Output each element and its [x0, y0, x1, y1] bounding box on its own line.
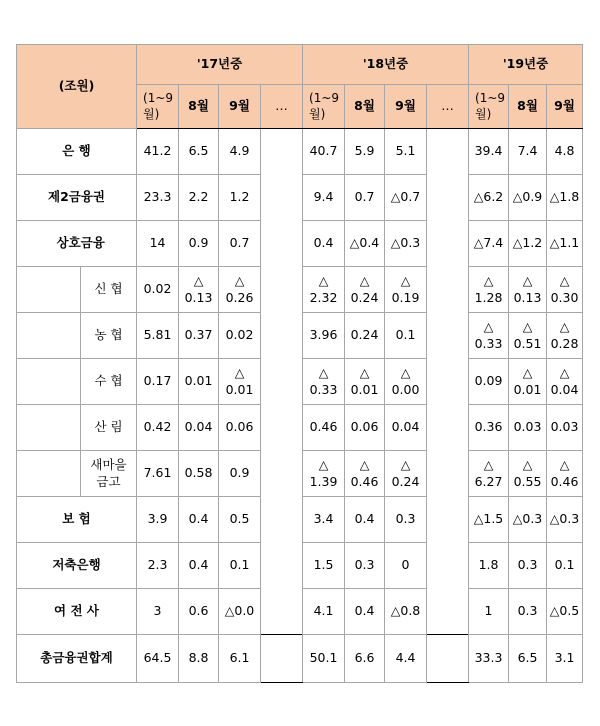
value-cell-2018-0: 9.4 [303, 175, 345, 221]
value-cell-2018-0: 40.7 [303, 129, 345, 175]
value-cell-2018-1: 0.4 [345, 589, 385, 635]
value-cell-2019-1: △0.3 [509, 497, 547, 543]
table-row [17, 129, 583, 175]
value-cell-2017-1: 0.04 [179, 405, 219, 451]
value-cell-2018-0: △ 1.39 [303, 451, 345, 497]
table-row [17, 405, 583, 451]
ellipsis-column-cell [261, 451, 303, 497]
value-cell-2017-1: 0.6 [179, 589, 219, 635]
subheader-ellipsis-2018: … [427, 85, 469, 129]
value-cell-2017-2: △0.0 [219, 589, 261, 635]
value-cell-2018-2: 5.1 [385, 129, 427, 175]
row-label: 상호금융 [49, 221, 137, 267]
value-cell-2018-1: △0.4 [345, 221, 385, 267]
row-label: 보 험 [17, 497, 137, 543]
ellipsis-column-cell [427, 359, 469, 405]
ellipsis-column-cell [261, 543, 303, 589]
value-cell-2019-2: △1.8 [547, 175, 583, 221]
value-cell-2017-0: 41.2 [137, 129, 179, 175]
value-cell-2019-0: 1 [469, 589, 509, 635]
table-row [17, 451, 583, 497]
value-cell-2019-2: △0.5 [547, 589, 583, 635]
value-cell-2018-1: 0.4 [345, 497, 385, 543]
indent-cell [17, 221, 49, 267]
value-cell-2017-0: 3 [137, 589, 179, 635]
ellipsis-column-cell [261, 175, 303, 221]
ellipsis-column-cell [427, 635, 469, 683]
value-cell-2018-2: 0.1 [385, 313, 427, 359]
value-cell-2017-1: 0.01 [179, 359, 219, 405]
value-cell-2018-0: △ 2.32 [303, 267, 345, 313]
ellipsis-column-cell [261, 635, 303, 683]
ellipsis-column-cell [261, 405, 303, 451]
value-cell-2017-2: 0.1 [219, 543, 261, 589]
unit-label: (조원) [17, 45, 137, 129]
ellipsis-column-cell [261, 267, 303, 313]
value-cell-2017-2: △ 0.26 [219, 267, 261, 313]
value-cell-2019-2: 0.1 [547, 543, 583, 589]
value-cell-2019-2: △1.1 [547, 221, 583, 267]
ellipsis-column-cell [427, 405, 469, 451]
value-cell-2018-2: △0.8 [385, 589, 427, 635]
value-cell-2019-2: △ 0.04 [547, 359, 583, 405]
value-cell-2019-1: 6.5 [509, 635, 547, 683]
subheader-ellipsis-2017: … [261, 85, 303, 129]
value-cell-2019-1: △ 0.55 [509, 451, 547, 497]
ellipsis-column-cell [427, 267, 469, 313]
group-header-2018: '18년중 [303, 45, 469, 85]
value-cell-2017-2: 0.9 [219, 451, 261, 497]
value-cell-2019-0: 0.09 [469, 359, 509, 405]
value-cell-2017-1: 2.2 [179, 175, 219, 221]
value-cell-2018-0: 50.1 [303, 635, 345, 683]
value-cell-2019-2: △ 0.30 [547, 267, 583, 313]
value-cell-2018-2: △ 0.19 [385, 267, 427, 313]
value-cell-2018-2: △0.7 [385, 175, 427, 221]
value-cell-2018-0: 0.46 [303, 405, 345, 451]
value-cell-2018-0: 0.4 [303, 221, 345, 267]
ellipsis-column-cell [427, 589, 469, 635]
indent-cell [17, 359, 49, 405]
value-cell-2019-0: △1.5 [469, 497, 509, 543]
value-cell-2018-2: 4.4 [385, 635, 427, 683]
value-cell-2019-2: △ 0.46 [547, 451, 583, 497]
ellipsis-column-cell [261, 589, 303, 635]
ellipsis-column-cell [427, 451, 469, 497]
table-body [17, 129, 583, 683]
value-cell-2019-1: △0.9 [509, 175, 547, 221]
value-cell-2017-1: 8.8 [179, 635, 219, 683]
indent-cell [17, 451, 49, 497]
value-cell-2018-2: △0.3 [385, 221, 427, 267]
value-cell-2017-0: 23.3 [137, 175, 179, 221]
value-cell-2017-2: 0.7 [219, 221, 261, 267]
table-row [17, 267, 583, 313]
value-cell-2019-1: 0.3 [509, 543, 547, 589]
table-row [17, 175, 583, 221]
row-label: 여 전 사 [17, 589, 137, 635]
subheader-ytd-2019: (1~9 월) [469, 85, 509, 129]
value-cell-2017-2: 0.02 [219, 313, 261, 359]
indent-cell [49, 267, 81, 313]
value-cell-2019-0: 0.36 [469, 405, 509, 451]
table-row [17, 543, 583, 589]
ellipsis-column-cell [427, 313, 469, 359]
value-cell-2018-1: 0.24 [345, 313, 385, 359]
value-cell-2019-0: 33.3 [469, 635, 509, 683]
value-cell-2018-2: 0.3 [385, 497, 427, 543]
value-cell-2018-1: 0.3 [345, 543, 385, 589]
ellipsis-column-cell [427, 221, 469, 267]
table-row [17, 589, 583, 635]
value-cell-2017-0: 3.9 [137, 497, 179, 543]
group-header-2017: '17년중 [137, 45, 303, 85]
subheader-ytd-2018: (1~9 월) [303, 85, 345, 129]
value-cell-2017-2: 6.1 [219, 635, 261, 683]
table-row [17, 359, 583, 405]
indent-cell [49, 359, 81, 405]
ellipsis-column-cell [261, 359, 303, 405]
value-cell-2018-0: 3.96 [303, 313, 345, 359]
group-header-2019: '19년중 [469, 45, 583, 85]
ellipsis-column-cell [261, 313, 303, 359]
ellipsis-column-cell [427, 129, 469, 175]
value-cell-2018-0: 4.1 [303, 589, 345, 635]
row-label: 새마을 금고 [81, 451, 137, 497]
value-cell-2018-1: 6.6 [345, 635, 385, 683]
ellipsis-column-cell [261, 497, 303, 543]
value-cell-2019-0: △7.4 [469, 221, 509, 267]
value-cell-2018-1: 0.06 [345, 405, 385, 451]
value-cell-2018-0: 1.5 [303, 543, 345, 589]
subheader-sep-2019: 9월 [547, 85, 583, 129]
subheader-aug-2017: 8월 [179, 85, 219, 129]
row-label: 은 행 [17, 129, 137, 175]
value-cell-2017-0: 14 [137, 221, 179, 267]
value-cell-2017-2: 1.2 [219, 175, 261, 221]
value-cell-2017-0: 2.3 [137, 543, 179, 589]
value-cell-2019-1: △ 0.51 [509, 313, 547, 359]
value-cell-2019-1: 7.4 [509, 129, 547, 175]
value-cell-2017-2: 0.5 [219, 497, 261, 543]
value-cell-2017-0: 5.81 [137, 313, 179, 359]
table-row [17, 313, 583, 359]
value-cell-2019-1: △1.2 [509, 221, 547, 267]
row-label: 농 협 [81, 313, 137, 359]
value-cell-2017-0: 7.61 [137, 451, 179, 497]
value-cell-2019-2: 3.1 [547, 635, 583, 683]
value-cell-2019-0: △6.2 [469, 175, 509, 221]
value-cell-2017-1: 0.9 [179, 221, 219, 267]
table-header [17, 45, 583, 129]
value-cell-2018-2: △ 0.00 [385, 359, 427, 405]
value-cell-2019-0: △ 1.28 [469, 267, 509, 313]
table-row [17, 221, 583, 267]
value-cell-2017-1: △ 0.13 [179, 267, 219, 313]
value-cell-2019-0: 1.8 [469, 543, 509, 589]
row-label: 저축은행 [17, 543, 137, 589]
value-cell-2017-2: 0.06 [219, 405, 261, 451]
value-cell-2017-1: 0.58 [179, 451, 219, 497]
value-cell-2017-0: 0.17 [137, 359, 179, 405]
value-cell-2018-2: 0.04 [385, 405, 427, 451]
ellipsis-column-cell [427, 175, 469, 221]
ellipsis-column-cell [261, 129, 303, 175]
subheader-sep-2018: 9월 [385, 85, 427, 129]
value-cell-2018-0: 3.4 [303, 497, 345, 543]
ellipsis-column-cell [427, 543, 469, 589]
value-cell-2017-2: △ 0.01 [219, 359, 261, 405]
indent-cell [17, 313, 49, 359]
value-cell-2019-0: △ 6.27 [469, 451, 509, 497]
subheader-aug-2018: 8월 [345, 85, 385, 129]
value-cell-2019-1: 0.3 [509, 589, 547, 635]
ellipsis-column-cell [427, 497, 469, 543]
indent-cell [49, 405, 81, 451]
ellipsis-column-cell [261, 221, 303, 267]
value-cell-2018-1: 0.7 [345, 175, 385, 221]
subheader-aug-2019: 8월 [509, 85, 547, 129]
subheader-sep-2017: 9월 [219, 85, 261, 129]
value-cell-2018-2: △ 0.24 [385, 451, 427, 497]
value-cell-2019-0: 39.4 [469, 129, 509, 175]
indent-cell [17, 267, 49, 313]
value-cell-2017-1: 0.4 [179, 497, 219, 543]
value-cell-2017-1: 6.5 [179, 129, 219, 175]
household-loan-table [16, 44, 583, 683]
value-cell-2018-0: △ 0.33 [303, 359, 345, 405]
value-cell-2019-2: △ 0.28 [547, 313, 583, 359]
value-cell-2017-0: 0.42 [137, 405, 179, 451]
indent-cell [49, 451, 81, 497]
value-cell-2017-1: 0.4 [179, 543, 219, 589]
value-cell-2017-0: 64.5 [137, 635, 179, 683]
value-cell-2019-0: △ 0.33 [469, 313, 509, 359]
value-cell-2019-2: △0.3 [547, 497, 583, 543]
value-cell-2017-0: 0.02 [137, 267, 179, 313]
value-cell-2019-2: 4.8 [547, 129, 583, 175]
value-cell-2017-2: 4.9 [219, 129, 261, 175]
table-row [17, 635, 583, 683]
row-label: 제2금융권 [17, 175, 137, 221]
value-cell-2019-1: 0.03 [509, 405, 547, 451]
value-cell-2019-1: △ 0.01 [509, 359, 547, 405]
table-row [17, 497, 583, 543]
value-cell-2018-1: △ 0.24 [345, 267, 385, 313]
row-label: 신 협 [81, 267, 137, 313]
row-label: 수 협 [81, 359, 137, 405]
value-cell-2019-1: △ 0.13 [509, 267, 547, 313]
indent-cell [49, 313, 81, 359]
row-label: 산 림 [81, 405, 137, 451]
value-cell-2019-2: 0.03 [547, 405, 583, 451]
value-cell-2018-2: 0 [385, 543, 427, 589]
subheader-ytd-2017: (1~9 월) [137, 85, 179, 129]
value-cell-2018-1: 5.9 [345, 129, 385, 175]
row-label: 총금융권합계 [17, 635, 137, 683]
indent-cell [17, 405, 49, 451]
value-cell-2017-1: 0.37 [179, 313, 219, 359]
value-cell-2018-1: △ 0.46 [345, 451, 385, 497]
value-cell-2018-1: △ 0.01 [345, 359, 385, 405]
